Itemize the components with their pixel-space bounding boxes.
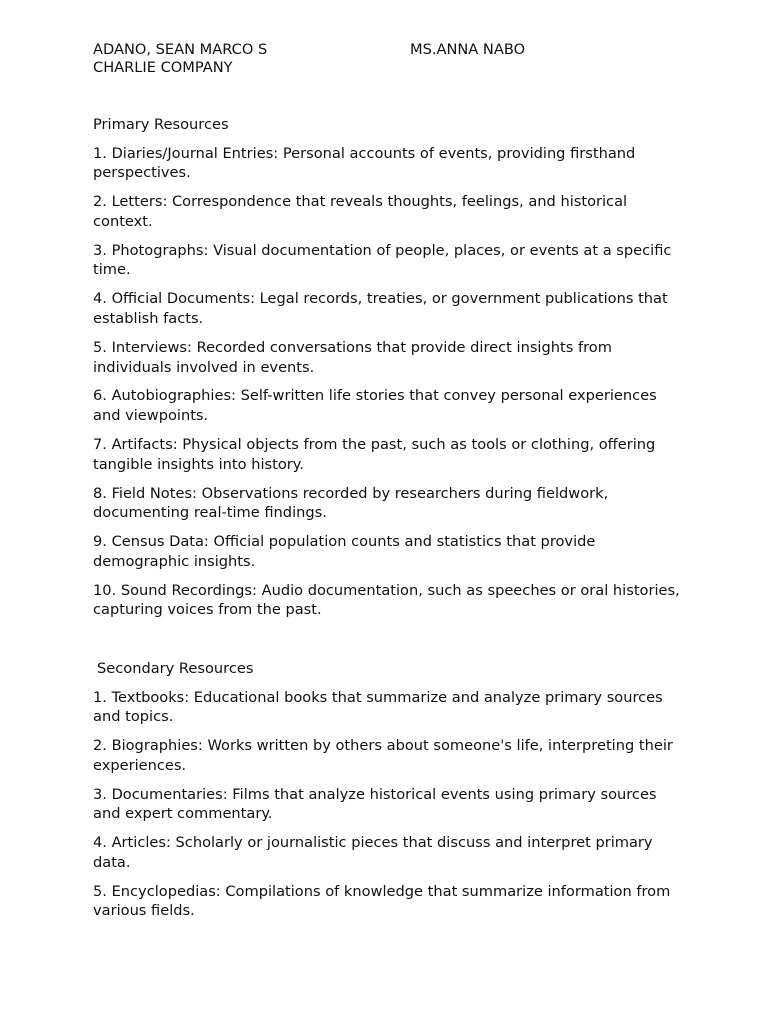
primary-item-5: 5. Interviews: Recorded conversations that provide direct insights from individuals involved in events. <box>93 338 612 376</box>
header-row-company <box>93 59 693 77</box>
secondary-resources-title: Secondary Resources <box>97 659 254 677</box>
secondary-item-1: 1. Textbooks: Educational books that summarize and analyze primary sources and topics. <box>93 688 663 726</box>
secondary-item-2: 2. Biographies: Works written by others about someone's life, interpreting their experiences. <box>93 737 673 774</box>
primary-item-1: 1. Diaries/Journal Entries: Personal accounts of events, providing firsthand perspectives. <box>93 144 636 182</box>
primary-item-7: 7. Artifacts: Physical objects from the past, such as tools or clothing, offering tangible insights into history. <box>93 436 656 473</box>
primary-resources-title: Primary Resources <box>93 116 229 133</box>
student-name: ADANO, SEAN MARCO S <box>93 41 268 58</box>
teacher-name: MS.ANNA NABO <box>410 41 526 58</box>
primary-resources-section <box>93 115 683 620</box>
secondary-resources-section <box>93 659 683 921</box>
company-name: CHARLIE COMPANY <box>93 59 233 76</box>
primary-item-8: 8. Field Notes: Observations recorded by researchers during fieldwork, documenting real-time findings. <box>93 484 609 522</box>
secondary-item-5: 5. Encyclopedias: Compilations of knowledge that summarize information from various fields. <box>93 882 671 920</box>
primary-item-9: 9. Census Data: Official population counts and statistics that provide demographic insights. <box>93 533 596 570</box>
secondary-item-3: 3. Documentaries: Films that analyze historical events using primary sources and expert commentary. <box>93 785 657 823</box>
primary-item-6: 6. Autobiographies: Self-written life stories that convey personal experiences and viewpoints. <box>93 387 657 425</box>
primary-item-10: 10. Sound Recordings: Audio documentation, such as speeches or oral histories, capturing voices from the past. <box>93 581 680 619</box>
primary-item-4: 4. Official Documents: Legal records, treaties, or government publications that establish facts. <box>93 290 668 327</box>
document-header <box>93 41 693 77</box>
primary-item-3: 3. Photographs: Visual documentation of people, places, or events at a specific time. <box>93 241 672 279</box>
header-row-name <box>93 41 693 59</box>
primary-item-2: 2. Letters: Correspondence that reveals thoughts, feelings, and historical context. <box>93 193 628 230</box>
secondary-item-4: 4. Articles: Scholarly or journalistic pieces that discuss and interpret primary data. <box>93 834 653 871</box>
document-body <box>93 115 683 930</box>
